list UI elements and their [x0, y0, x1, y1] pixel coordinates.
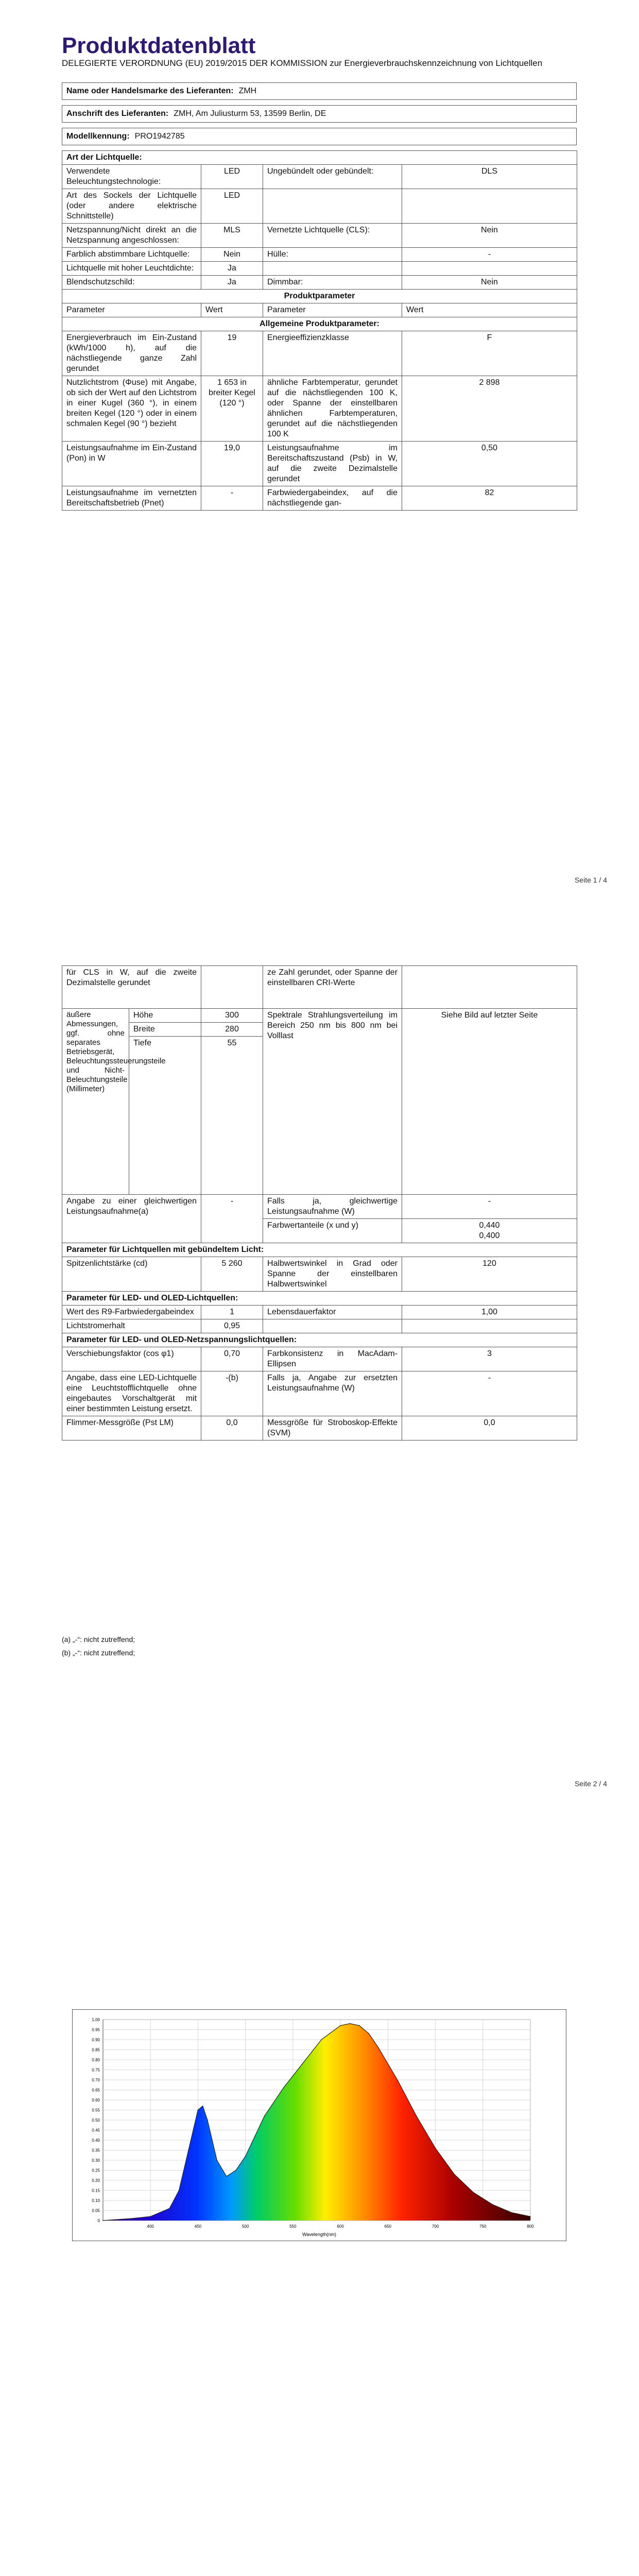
- table-cell: Leistungsaufnahme im Ein-Zustand (Pon) in W: [62, 442, 201, 486]
- product-parameters-header: Produktparameter: [62, 290, 577, 303]
- x-tick-label: 800: [527, 2224, 534, 2229]
- table-cell: Art des Sockels der Lichtquelle (oder andere elektrische Schnittstelle): [62, 189, 201, 224]
- y-tick-label: 0.50: [92, 2118, 100, 2123]
- table-cell: Lebensdauerfaktor: [263, 1306, 402, 1319]
- dimension-name: Breite: [129, 1023, 201, 1037]
- general-parameters-header: Allgemeine Produktparameter:: [62, 317, 577, 331]
- x-tick-label: 550: [289, 2224, 297, 2229]
- table-cell: LED: [201, 189, 263, 224]
- data-point: [378, 2047, 379, 2048]
- column-header: Wert: [402, 303, 577, 317]
- model-label: Modellkennung:: [66, 132, 130, 141]
- spectral-value: Siehe Bild auf letzter Seite: [402, 1009, 577, 1195]
- table-cell: Spitzenlichtstärke (cd): [62, 1257, 201, 1292]
- data-point: [198, 2110, 199, 2111]
- x-tick-label: 600: [337, 2224, 344, 2229]
- table-cell: Ungebündelt oder gebündelt:: [263, 165, 402, 189]
- supplier-brand-value: ZMH: [238, 87, 257, 95]
- spectral-chart-svg: [72, 2009, 566, 2241]
- y-tick-label: 0.15: [92, 2188, 100, 2193]
- table-cell: -: [201, 486, 263, 511]
- y-tick-label: 0.70: [92, 2078, 100, 2082]
- data-point: [511, 2212, 512, 2213]
- table-cell: Lichtstromerhalt: [62, 1319, 201, 1333]
- table-cell: Leistungsaufnahme im Bereitschaftszustand (Psb) in W, auf die zweite Dezimalstelle gerundet: [263, 442, 402, 486]
- data-point: [169, 2208, 170, 2209]
- dimension-value: 55: [201, 1037, 263, 1195]
- regulation-reference: DELEGIERTE VERORDNUNG (EU) 2019/2015 DER KOMMISSION zur Energieverbrauchskennzeichnung von Lichtquellen: [62, 58, 543, 68]
- dimension-name: Höhe: [129, 1009, 201, 1023]
- y-tick-label: 0.80: [92, 2058, 100, 2062]
- table-cell: für CLS in W, auf die zweite Dezimalstelle gerundet: [62, 966, 201, 1009]
- table-cell: Farbwertanteile (x und y): [263, 1219, 402, 1243]
- table-row: [62, 1009, 577, 1023]
- table-row: [62, 1195, 577, 1219]
- table-cell: 0,50: [402, 442, 577, 486]
- data-point: [492, 2204, 493, 2205]
- y-tick-label: 1.00: [92, 2018, 100, 2022]
- table-cell: [62, 1195, 201, 1243]
- table-cell: Halbwertswinkel in Grad oder Spanne der einstellbaren Halbwertswinkel: [263, 1257, 402, 1292]
- y-tick-label: 0.55: [92, 2108, 100, 2113]
- table-cell: 19,0: [201, 442, 263, 486]
- column-header: Parameter: [263, 303, 402, 317]
- table-cell: -: [402, 1371, 577, 1416]
- table-cell: 1 653 in breiter Kegel (120 °): [201, 376, 263, 442]
- table-cell: LED: [201, 165, 263, 189]
- table-row: [62, 442, 577, 486]
- supplier-address-row: [62, 105, 577, 123]
- table-cell: 120: [402, 1257, 577, 1292]
- page-number: Seite 2 / 4: [574, 1780, 607, 1788]
- data-point: [264, 2115, 265, 2116]
- data-point: [321, 2039, 322, 2040]
- data-point: [416, 2115, 417, 2116]
- table-cell: DLS: [402, 165, 577, 189]
- table-cell: Nein: [402, 276, 577, 290]
- table-cell: Wert des R9-Farbwiedergabeindex: [62, 1306, 201, 1319]
- dimension-value: 280: [201, 1023, 263, 1037]
- y-tick-label: 0.20: [92, 2178, 100, 2183]
- table-cell: Farblich abstimmbare Lichtquelle:: [62, 248, 201, 262]
- table-cell: -: [402, 1195, 577, 1219]
- data-point: [235, 2170, 236, 2171]
- document-title: Produktdatenblatt: [62, 33, 256, 58]
- data-point: [530, 2216, 531, 2217]
- table-row: [62, 1319, 577, 1333]
- model-value: PRO1942785: [134, 132, 185, 141]
- table-row: [62, 189, 577, 224]
- table-cell: Ja: [201, 276, 263, 290]
- led-parameters-header: Parameter für LED- und OLED-Lichtquellen:: [62, 1292, 577, 1306]
- y-tick-label: 0.05: [92, 2208, 100, 2213]
- y-tick-label: 0: [97, 2218, 100, 2223]
- supplier-brand-label: Name oder Handelsmarke des Lieferanten:: [66, 87, 234, 95]
- spectral-label: Spektrale Strahlungsverteilung im Bereich 250 nm bis 800 nm bei Volllast: [263, 1009, 402, 1195]
- dls-parameters-header: Parameter für Lichtquellen mit gebündeltem Licht:: [62, 1243, 577, 1257]
- table-cell: Falls ja, Angabe zur ersetzten Leistungsaufnahme (W): [263, 1371, 402, 1416]
- data-point: [131, 2218, 132, 2219]
- page-1: [0, 0, 639, 904]
- chromaticity-x: 0,440: [479, 1221, 500, 1230]
- table-cell: [402, 262, 577, 276]
- table-cell: 1: [201, 1306, 263, 1319]
- footnote-a: (a) „-“: nicht zutreffend;: [62, 1635, 135, 1643]
- table-row: [62, 1306, 577, 1319]
- data-point: [350, 2023, 351, 2024]
- table-cell: 82: [402, 486, 577, 511]
- equivalent-power-label: Angabe zu einer gleichwertigen Leistungsaufnahme(a): [66, 1197, 197, 1216]
- table-cell: Blendschutzschild:: [62, 276, 201, 290]
- x-tick-label: 650: [384, 2224, 392, 2229]
- chromaticity-y: 0,400: [479, 1231, 500, 1240]
- table-cell: [263, 262, 402, 276]
- data-point: [226, 2176, 227, 2177]
- table-cell: F: [402, 331, 577, 376]
- page-2: [0, 904, 639, 1807]
- type-header: Art der Lichtquelle:: [62, 151, 577, 165]
- data-point: [283, 2088, 284, 2089]
- table-cell: 19: [201, 331, 263, 376]
- table-row: [62, 224, 577, 248]
- data-point: [188, 2150, 189, 2151]
- table-row: [62, 1257, 577, 1292]
- table-cell: 3: [402, 1347, 577, 1371]
- x-tick-label: 450: [194, 2224, 202, 2229]
- y-tick-label: 0.30: [92, 2158, 100, 2163]
- table-cell: -: [201, 1195, 263, 1243]
- x-tick-label: 500: [241, 2224, 249, 2229]
- data-point: [245, 2156, 246, 2157]
- supplier-brand-row: [62, 82, 577, 100]
- table-row: [62, 248, 577, 262]
- data-point: [202, 2106, 203, 2107]
- table-cell: [201, 966, 263, 1009]
- table-row: [62, 1416, 577, 1440]
- table-cell: Falls ja, gleichwertige Leistungsaufnahme (W): [263, 1195, 402, 1219]
- data-point: [179, 2190, 180, 2191]
- table-cell: ähnliche Farbtemperatur, gerundet auf die nächstliegenden 100 K, oder Spanne der einstellbaren ähnlichen Farbtemperaturen, gerundet auf die nächstliegenden 100 K: [263, 376, 402, 442]
- table-cell: Farbwiedergabeindex, auf die nächstliegende gan-: [263, 486, 402, 511]
- supplier-address-value: ZMH, Am Juliusturm 53, 13599 Berlin, DE: [174, 109, 326, 118]
- data-point: [217, 2160, 218, 2161]
- y-tick-label: 0.65: [92, 2088, 100, 2093]
- table-cell: Farbkonsistenz in MacAdam-Ellipsen: [263, 1347, 402, 1371]
- product-parameters-continued-table: [62, 965, 577, 1440]
- dimensions-label: äußere Abmessungen, ggf. ohne separates Betriebsgerät, Beleuchtungssteuerungsteile und Nicht-Beleuchtungsteile (Millimeter): [62, 1009, 129, 1195]
- column-header-row: [62, 303, 577, 317]
- x-tick-label: 750: [479, 2224, 487, 2229]
- table-cell: ze Zahl gerundet, oder Spanne der einstellbaren CRI-Werte: [263, 966, 402, 1009]
- table-cell: 0,70: [201, 1347, 263, 1371]
- footnote-b: (b) „-“: nicht zutreffend;: [62, 1649, 135, 1657]
- table-cell: [402, 1219, 577, 1243]
- dimension-value: 300: [201, 1009, 263, 1023]
- page-number: Seite 1 / 4: [574, 876, 607, 884]
- data-point: [302, 2063, 303, 2064]
- spectral-distribution-chart: [72, 2009, 566, 2241]
- table-cell: Energieeffizienzklasse: [263, 331, 402, 376]
- table-row: [62, 486, 577, 511]
- data-point: [369, 2033, 370, 2035]
- y-tick-label: 0.60: [92, 2098, 100, 2103]
- table-cell: Lichtquelle mit hoher Leuchtdichte:: [62, 262, 201, 276]
- table-cell: [402, 1319, 577, 1333]
- table-cell: Nein: [201, 248, 263, 262]
- table-cell: Energieverbrauch im Ein-Zustand (kWh/1000 h), auf die nächstliegende ganze Zahl gerundet: [62, 331, 201, 376]
- x-tick-label: 400: [147, 2224, 154, 2229]
- y-tick-label: 0.75: [92, 2067, 100, 2073]
- y-tick-label: 0.45: [92, 2128, 100, 2133]
- data-point: [454, 2174, 455, 2175]
- table-cell: [402, 966, 577, 1009]
- table-cell: 0,0: [402, 1416, 577, 1440]
- data-point: [340, 2025, 341, 2026]
- data-point: [473, 2192, 474, 2193]
- mls-parameters-header: Parameter für LED- und OLED-Netzspannungslichtquellen:: [62, 1333, 577, 1347]
- data-point: [207, 2120, 208, 2121]
- y-tick-label: 0.40: [92, 2138, 100, 2143]
- table-row: [62, 331, 577, 376]
- data-point: [397, 2079, 398, 2080]
- table-cell: Verschiebungsfaktor (cos φ1): [62, 1347, 201, 1371]
- column-header: Wert: [201, 303, 263, 317]
- table-cell: 1,00: [402, 1306, 577, 1319]
- x-axis-label: Wavelength(nm): [302, 2232, 336, 2237]
- data-point: [254, 2136, 255, 2137]
- y-tick-label: 0.35: [92, 2148, 100, 2153]
- table-cell: Leistungsaufnahme im vernetzten Bereitschaftsbetrieb (Pnet): [62, 486, 201, 511]
- table-cell: Nutzlichtstrom (Φuse) mit Angabe, ob sich der Wert auf den Lichtstrom in einer Kugel (360 °), in einem breiten Kegel (120 °) oder in einem schmalen Kegel (90 °) bezieht: [62, 376, 201, 442]
- y-tick-label: 0.10: [92, 2198, 100, 2203]
- table-cell: [263, 189, 402, 224]
- table-cell: Verwendete Beleuchtungstechnologie:: [62, 165, 201, 189]
- table-row: [62, 165, 577, 189]
- table-cell: -(b): [201, 1371, 263, 1416]
- y-tick-label: 0.95: [92, 2027, 100, 2032]
- supplier-address-label: Anschrift des Lieferanten:: [66, 109, 169, 118]
- table-cell: Hülle:: [263, 248, 402, 262]
- table-row: [62, 1347, 577, 1371]
- data-point: [102, 2220, 103, 2221]
- table-row: [62, 276, 577, 290]
- table-cell: Dimmbar:: [263, 276, 402, 290]
- table-cell: 2 898: [402, 376, 577, 442]
- table-cell: Nein: [402, 224, 577, 248]
- table-cell: 0,0: [201, 1416, 263, 1440]
- table-row: [62, 1371, 577, 1416]
- table-cell: Vernetzte Lichtquelle (CLS):: [263, 224, 402, 248]
- light-source-type-table: [62, 150, 577, 511]
- table-cell: Netzspannung/Nicht direkt an die Netzspannung angeschlossen:: [62, 224, 201, 248]
- table-cell: MLS: [201, 224, 263, 248]
- table-cell: Messgröße für Stroboskop-Effekte (SVM): [263, 1416, 402, 1440]
- y-tick-label: 0.90: [92, 2038, 100, 2042]
- table-row: [62, 966, 577, 1009]
- model-row: [62, 128, 577, 145]
- table-cell: [402, 189, 577, 224]
- data-point: [150, 2216, 151, 2217]
- y-tick-label: 0.85: [92, 2047, 100, 2053]
- table-cell: 5 260: [201, 1257, 263, 1292]
- table-cell: Flimmer-Messgröße (Pst LM): [62, 1416, 201, 1440]
- table-cell: Angabe, dass eine LED-Lichtquelle eine Leuchtstofflichtquelle ohne eingebautes Vorschaltgerät mit einer bestimmten Leistung ersetzt.: [62, 1371, 201, 1416]
- y-tick-label: 0.25: [92, 2168, 100, 2173]
- table-cell: [263, 1319, 402, 1333]
- table-cell: -: [402, 248, 577, 262]
- table-cell: 0,95: [201, 1319, 263, 1333]
- table-cell: Ja: [201, 262, 263, 276]
- table-row: [62, 262, 577, 276]
- column-header: Parameter: [62, 303, 201, 317]
- table-row: [62, 376, 577, 442]
- x-tick-label: 700: [431, 2224, 439, 2229]
- dimension-name: Tiefe: [129, 1037, 201, 1195]
- data-point: [359, 2025, 360, 2026]
- data-point: [435, 2148, 436, 2149]
